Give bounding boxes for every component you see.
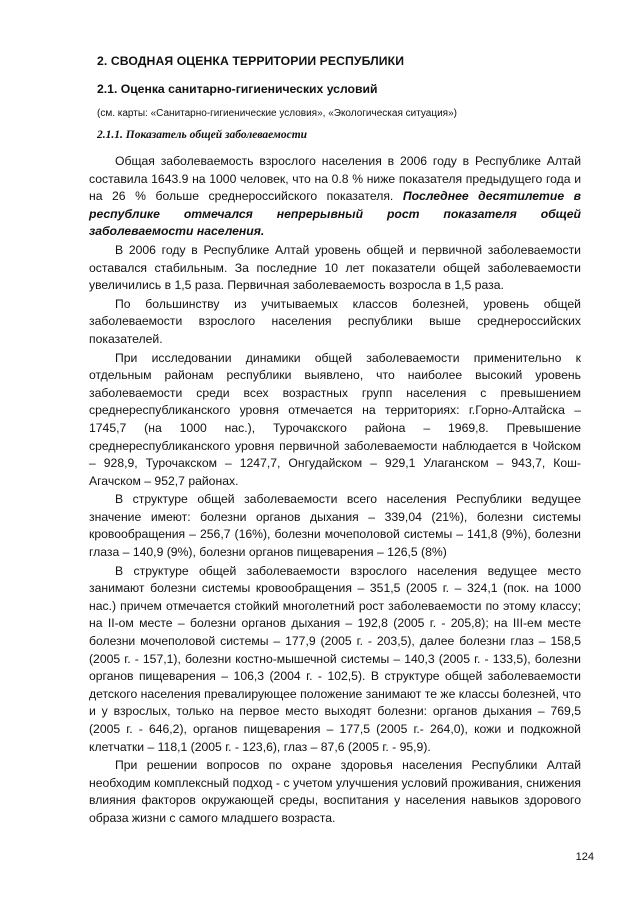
paragraph-structure-adult: В структуре общей заболеваемости взрослого населения ведущее место занимают болезни системы кровообращения – 351,5 (2005 г. – 324,1 (пок. на 1000 нас.) причем отмечается стойкий многолетний рост заболеваемости по этому классу; на II-ом месте – болезни органов дыхания – 192,8 (2005 г. - 205,8); на III-ем месте болезни мочеполовой системы – 177,9 (2005 г. - 203,5), далее болезни глаз – 158,5 (2005 г. - 157,1), болезни костно-мышечной системы – 140,3 (2005 г. - 133,5), болезни органов пищеварения – 106,3 (2004 г. - 102,5). В структуре общей заболеваемости детского населения превалирующее положение занимают те же классы болезней, что и у взрослых, только на первое место выходят болезни: органов дыхания – 769,5 (2005 г. - 646,2), органов пищеварения – 177,5 (2005 г.- 264,0), кожи и подкожной клетчатки – 118,1 (2005 г. - 123,6), глаз – 87,6 (2005 г. - 95,9).	[89, 563, 581, 754]
paragraph-structure-total: В структуре общей заболеваемости всего населения Республики ведущее значение имеют: болезни органов дыхания – 339,04 (21%), болезни системы кровообращения – 256,7 (16%), болезни мочеполовой системы – 141,8 (9%), болезни глаза – 140,9 (9%), болезни органов пищеварения – 126,5 (8%)	[89, 492, 581, 560]
paragraph-district-dynamics: При исследовании динамики общей заболеваемости применительно к отдельным районам республики выявлено, что наиболее высокий уровень заболеваемости среди всех возрастных групп населения с превышением среднереспубликанского уровня отмечается на территориях: г.Горно-Алтайска – 1745,7 (на 1000 нас.), Турочакского района – 1969,8. Превышение среднереспубликанского уровня первичной заболеваемости наблюдается в Чойском – 928,9, Турочакском – 1247,7, Онгудайском – 929,1 Улаганском – 943,7, Кош-Агачском – 952,7 районах.	[89, 350, 581, 488]
maps-note: (см. карты: «Санитарно-гигиенические условия», «Экологическая ситуация»)	[97, 108, 457, 119]
paragraph-text: Общая заболеваемость взрослого населения в 2006 году в Республике Алтай составила 1643.9 на 1000 человек, что на 0.8 % ниже показателя предыдущего года и на 26 % больше среднероссийского показателя.	[89, 154, 581, 204]
subsubsection-title: 2.1.1. Показатель общей заболеваемости	[97, 129, 308, 141]
paragraph-general-morbidity	[89, 153, 581, 241]
paragraph-comprehensive-approach: При решении вопросов по охране здоровья населения Республики Алтай необходим комплексный подход - с учетом улучшения условий проживания, снижения влияния факторов окружающей среды, воспитания у населения навыков здорового образа жизни с самого младшего возраста.	[89, 758, 581, 825]
paragraph-disease-classes: По большинству из учитываемых классов болезней, уровень общей заболеваемости взрослого населения республики выше среднероссийских показателей.	[89, 296, 581, 346]
page-number: 124	[575, 851, 594, 863]
paragraph-stability: В 2006 году в Республике Алтай уровень общей и первичной заболеваемости оставался стабильным. За последние 10 лет показатели общей заболеваемости увеличились в 1,5 раза. Первичная заболеваемость возросла в 1,5 раза.	[89, 242, 581, 293]
section-title: 2. СВОДНАЯ ОЦЕНКА ТЕРРИТОРИИ РЕСПУБЛИКИ	[97, 54, 405, 68]
subsection-title: 2.1. Оценка санитарно-гигиенических условий	[97, 82, 378, 96]
emphasis-text: Последнее десятилетие в республике отмечался непрерывный рост показателя общей заболеваемости населения.	[89, 189, 581, 239]
document-page	[89, 54, 581, 829]
